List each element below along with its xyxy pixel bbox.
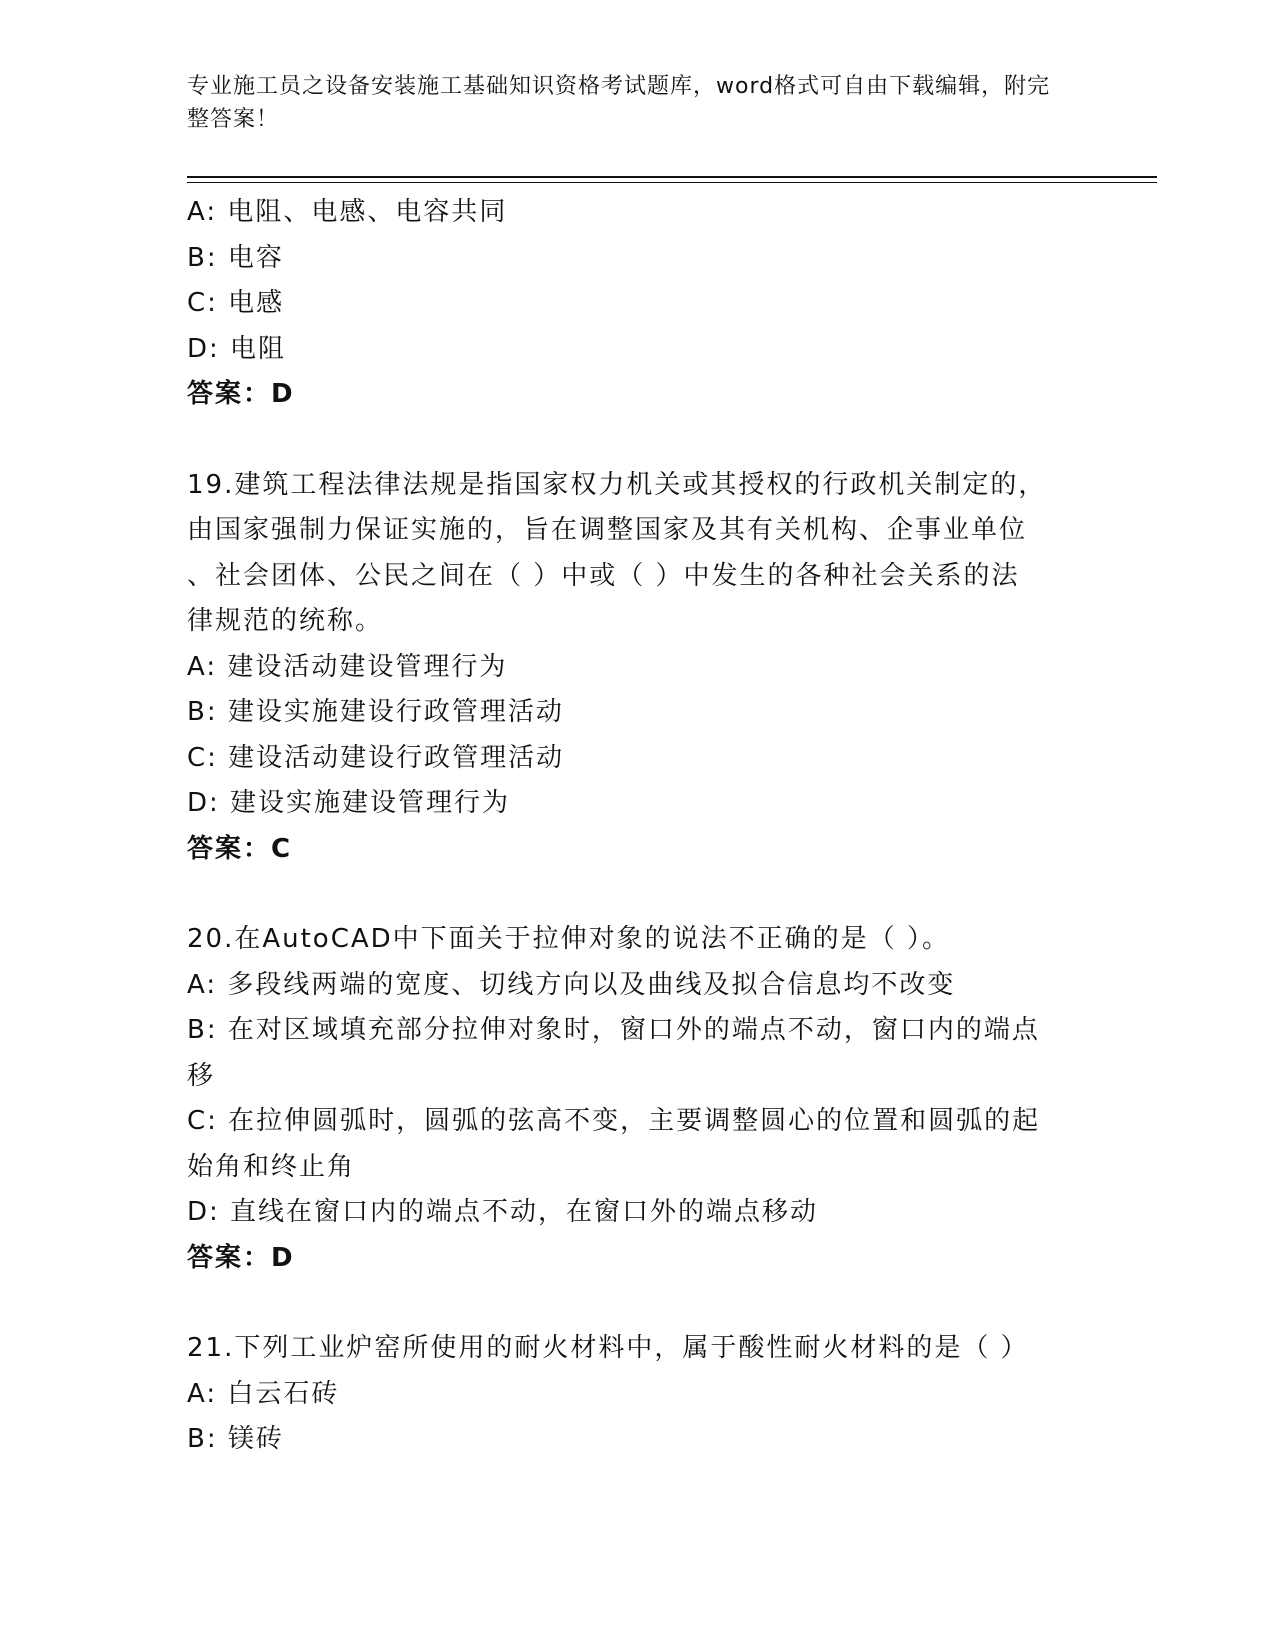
q19-option-b: B: 建设实施建设行政管理活动 <box>187 697 564 727</box>
header-rule-thin <box>187 182 1157 183</box>
q18-option-a: A: 电阻、电感、电容共同 <box>187 197 508 227</box>
q20-option-c-line-1: C: 在拉伸圆弧时，圆弧的弦高不变，主要调整圆心的位置和圆弧的起 <box>187 1106 1041 1136</box>
q20-option-c-line-2: 始角和终止角 <box>187 1151 356 1182</box>
q18-option-b: B: 电容 <box>187 242 284 273</box>
spacer <box>187 872 1087 917</box>
q18-option-c: C: 电感 <box>187 288 285 318</box>
q20-option-a: A: 多段线两端的宽度、切线方向以及曲线及拟合信息均不改变 <box>187 969 956 1000</box>
question-19 <box>187 463 1087 873</box>
header-rule-thick <box>187 176 1157 178</box>
q20-question: 20.在AutoCAD中下面关于拉伸对象的说法不正确的是（ ）。 <box>187 924 950 954</box>
q19-question-line-1: 19.建筑工程法律法规是指国家权力机关或其授权的行政机关制定的， <box>187 469 1047 500</box>
q19-option-d: D: 建设实施建设管理行为 <box>187 788 511 818</box>
q20-answer: 答案：D <box>187 1242 295 1273</box>
q20-option-d: D: 直线在窗口内的端点不动，在窗口外的端点移动 <box>187 1197 819 1227</box>
q20-option-b-line-1: B: 在对区域填充部分拉伸对象时，窗口外的端点不动，窗口内的端点 <box>187 1015 1040 1045</box>
q18-option-d: D: 电阻 <box>187 333 287 364</box>
q19-question-line-4: 律规范的统称。 <box>187 606 384 636</box>
question-18-options <box>187 190 1087 372</box>
document-body <box>187 190 1087 1463</box>
q20-option-b-line-2: 移 <box>187 1060 216 1091</box>
q21-question: 21.下列工业炉窑所使用的耐火材料中，属于酸性耐火材料的是（ ） <box>187 1333 1029 1363</box>
page-header: 专业施工员之设备安装施工基础知识资格考试题库，word格式可自由下载编辑，附完整答案！ <box>187 74 1051 132</box>
q19-question-line-2: 由国家强制力保证实施的，旨在调整国家及其有关机构、企事业单位 <box>187 515 1028 545</box>
q19-question-line-3: 、社会团体、公民之间在（ ）中或（ ）中发生的各种社会关系的法 <box>187 560 1020 591</box>
q21-option-b: B: 镁砖 <box>187 1424 284 1454</box>
spacer <box>187 418 1087 463</box>
q19-option-a: A: 建设活动建设管理行为 <box>187 651 508 682</box>
spacer <box>187 1281 1087 1326</box>
q19-option-c: C: 建设活动建设行政管理活动 <box>187 742 565 773</box>
question-20 <box>187 917 1087 1281</box>
q18-answer: 答案：D <box>187 379 295 409</box>
q21-option-a: A: 白云石砖 <box>187 1378 340 1409</box>
question-21 <box>187 1326 1087 1463</box>
q19-answer: 答案：C <box>187 833 293 864</box>
